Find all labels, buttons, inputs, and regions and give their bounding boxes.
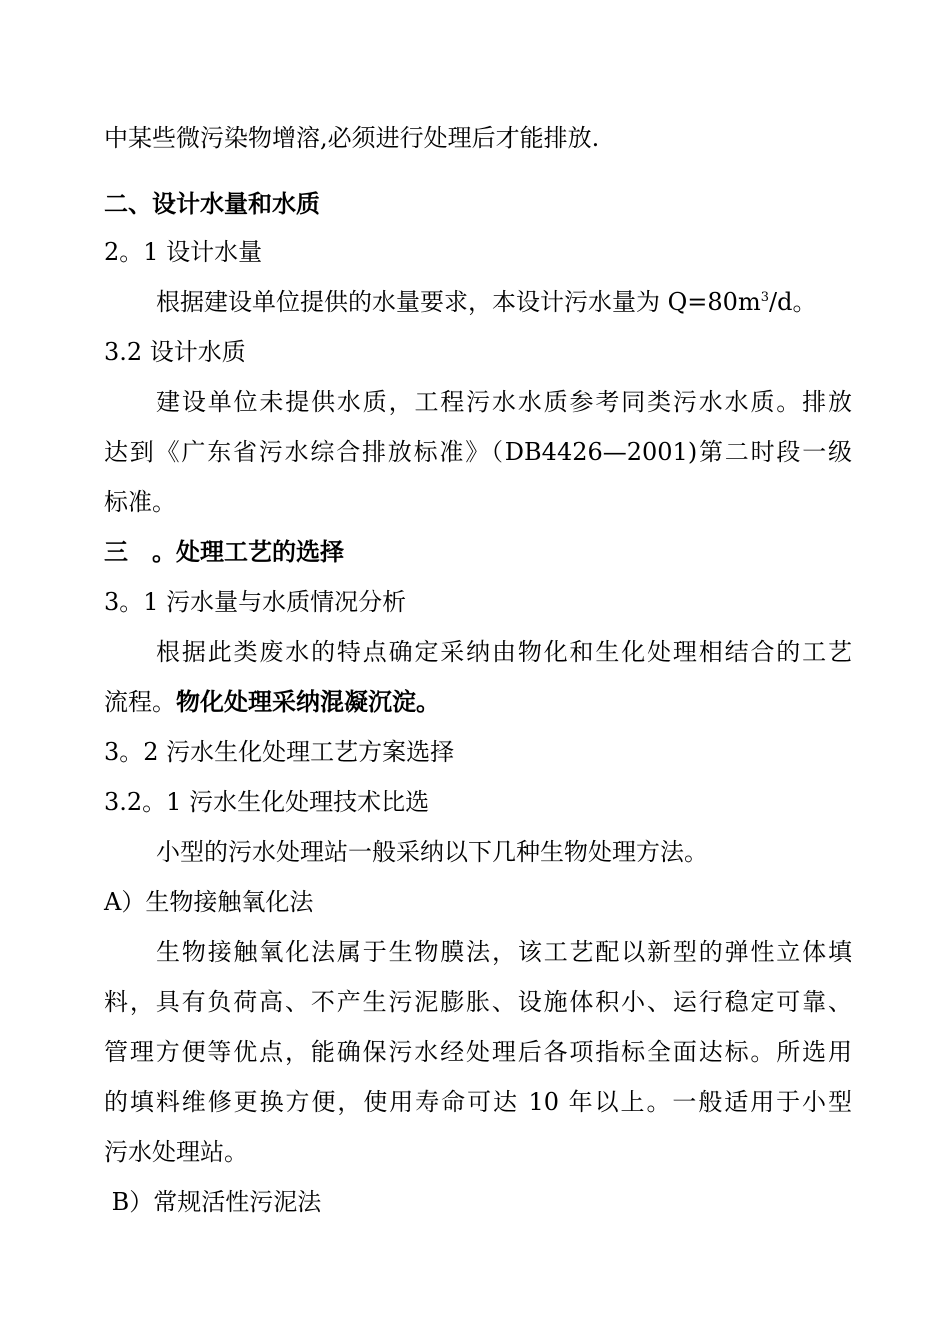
paragraph-contact-line-3: 管理方便等优点，能确保污水经处理后各项指标全面达标。所选用 xyxy=(104,1038,852,1066)
paragraph-methods: 小型的污水处理站一般采纳以下几种生物处理方法。 xyxy=(156,838,708,866)
water-quantity-unit: /d。 xyxy=(769,288,817,316)
paragraph-contact-line-4: 的填料维修更换方便，使用寿命可达 10 年以上。一般适用于小型 xyxy=(104,1088,852,1116)
paragraph-contact-line-5: 污水处理站。 xyxy=(104,1138,248,1166)
subsection-3-2-1: 3.2。1 污水生化处理技术比选 xyxy=(104,788,430,816)
subsection-2-1: 2。1 设计水量 xyxy=(104,238,263,266)
section-heading-2: 二、设计水量和水质 xyxy=(104,189,320,218)
analysis-bold-text: 物化处理采纳混凝沉淀。 xyxy=(176,687,440,716)
list-item-b: B）常规活性污泥法 xyxy=(104,1188,322,1216)
paragraph-contact-line-2: 料，具有负荷高、不产生污泥膨胀、设施体积小、运行稳定可靠、 xyxy=(104,988,852,1016)
continued-paragraph: 中某些微污染物增溶,必须进行处理后才能排放. xyxy=(104,124,600,152)
paragraph-analysis-line-1: 根据此类废水的特点确定采纳由物化和生化处理相结合的工艺 xyxy=(156,638,852,666)
paragraph-quality-line-3: 标准。 xyxy=(104,488,176,516)
paragraph-quality-line-1: 建设单位未提供水质，工程污水水质参考同类污水水质。排放 xyxy=(156,388,852,416)
analysis-text: 流程。 xyxy=(104,688,176,716)
list-item-a: A）生物接触氧化法 xyxy=(104,888,314,916)
subsection-3-2-process: 3。2 污水生化处理工艺方案选择 xyxy=(104,738,455,766)
subsection-3-2-quality: 3.2 设计水质 xyxy=(104,338,246,366)
water-quantity-text: 根据建设单位提供的水量要求，本设计污水量为 Q=80m xyxy=(156,288,761,316)
paragraph-quality-line-2: 达到《广东省污水综合排放标准》（DB4426—2001)第二时段一级 xyxy=(104,438,852,466)
paragraph-contact-line-1: 生物接触氧化法属于生物膜法，该工艺配以新型的弹性立体填 xyxy=(156,938,852,966)
paragraph-analysis-line-2 xyxy=(104,686,852,718)
superscript-3: 3 xyxy=(760,290,769,305)
paragraph-water-quantity xyxy=(156,286,852,318)
section-heading-3: 三 。处理工艺的选择 xyxy=(104,537,344,566)
subsection-3-1: 3。1 污水量与水质情况分析 xyxy=(104,588,407,616)
